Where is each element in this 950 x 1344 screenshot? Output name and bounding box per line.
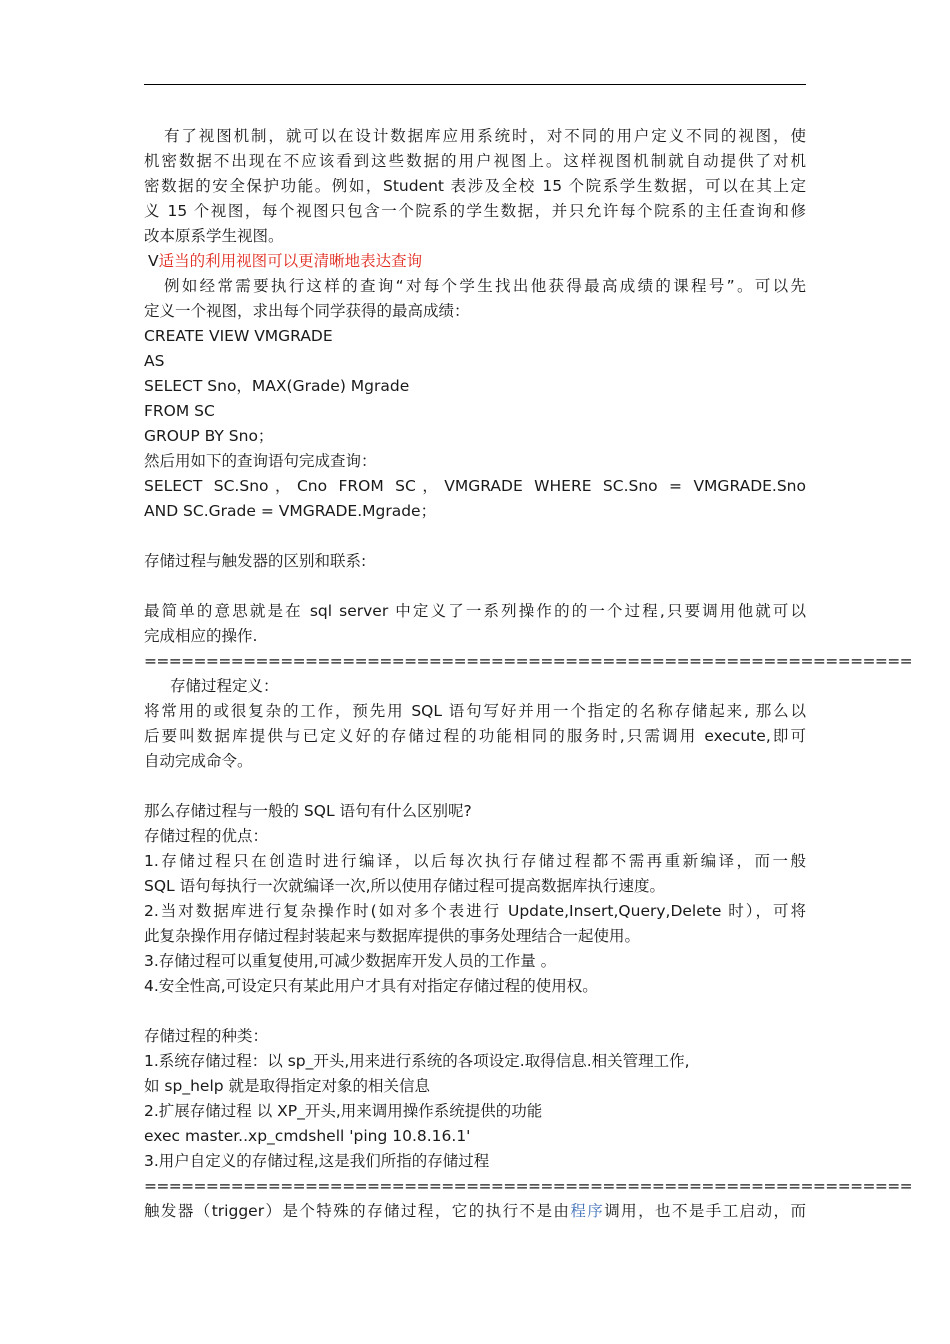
- separator-line: ==============================================================: [144, 652, 913, 670]
- paragraph-line: 密数据的安全保护功能。例如，Student 表涉及全校 15 个院系学生数据，可以在其上定: [144, 177, 806, 195]
- trigger-text: 触发器（trigger）是个特殊的存储过程，它的执行不是由: [144, 1202, 571, 1220]
- paragraph-line: 将常用的或很复杂的工作，预先用 SQL 语句写好并用一个指定的名称存储起来, 那么以: [144, 702, 806, 720]
- code-line: CREATE VIEW VMGRADE: [144, 327, 333, 345]
- header-rule: [144, 84, 806, 85]
- paragraph-line: 完成相应的操作.: [144, 627, 258, 645]
- program-link[interactable]: 程序: [570, 1202, 605, 1220]
- paragraph-line: [144, 1199, 806, 1224]
- section-heading: [144, 249, 806, 274]
- types-title: 存储过程的种类：: [144, 1027, 269, 1045]
- paragraph-line: 后要叫数据库提供与已定义好的存储过程的功能相同的服务时,只需调用 execute,即可: [144, 727, 806, 745]
- paragraph-line: 然后用如下的查询语句完成查询：: [144, 452, 377, 470]
- separator-line: ==============================================================: [144, 1177, 913, 1195]
- list-item: exec master..xp_cmdshell 'ping 10.8.16.1': [144, 1127, 471, 1145]
- list-item: 2.当对数据库进行复杂操作时(如对多个表进行 Update,Insert,Query,Delete 时），可将: [144, 902, 806, 920]
- code-line: AND SC.Grade = VMGRADE.Mgrade；: [144, 502, 437, 520]
- paragraph-line: 机密数据不出现在不应该看到这些数据的用户视图上。这样视图机制就自动提供了对机: [144, 152, 806, 170]
- code-line: FROM SC: [144, 402, 215, 420]
- list-item: 3.用户自定义的存储过程,这是我们所指的存储过程: [144, 1152, 490, 1170]
- code-line: AS: [144, 352, 165, 370]
- list-item: 1.存储过程只在创造时进行编译，以后每次执行存储过程都不需再重新编译，而一般: [144, 852, 806, 870]
- code-line: SELECT Sno，MAX(Grade) Mgrade: [144, 377, 410, 395]
- paragraph-line: 改本原系学生视图。: [144, 227, 284, 245]
- question-line: 那么存储过程与一般的 SQL 语句有什么区别呢?: [144, 802, 472, 820]
- paragraph-line: 自动完成命令。: [144, 752, 253, 770]
- trigger-text: 调用，也不是手工启动，而: [604, 1202, 806, 1220]
- code-line: GROUP BY Sno；: [144, 427, 274, 445]
- code-line: SELECT SC.Sno，Cno FROM SC，VMGRADE WHERE SC.Sno = VMGRADE.Sno: [144, 477, 806, 495]
- list-item: 2.扩展存储过程 以 XP_开头,用来调用操作系统提供的功能: [144, 1102, 543, 1120]
- list-item: 如 sp_help 就是取得指定对象的相关信息: [144, 1077, 431, 1095]
- paragraph-line: 有了视图机制，就可以在设计数据库应用系统时，对不同的用户定义不同的视图，使: [164, 127, 806, 145]
- advantages-title: 存储过程的优点：: [144, 827, 269, 845]
- list-item: SQL 语句每执行一次就编译一次,所以使用存储过程可提高数据库执行速度。: [144, 877, 666, 895]
- list-item: 4.安全性高,可设定只有某此用户才具有对指定存储过程的使用权。: [144, 977, 598, 995]
- heading-text: 适当的利用视图可以更清晰地表达查询: [158, 252, 423, 270]
- list-item: 此复杂操作用存储过程封装起来与数据库提供的事务处理结合一起使用。: [144, 927, 641, 945]
- definition-title: 存储过程定义：: [170, 677, 279, 695]
- checkmark-icon: V: [148, 252, 159, 270]
- paragraph-line: 例如经常需要执行这样的查询“对每个学生找出他获得最高成绩的课程号”。可以先: [164, 277, 806, 295]
- document-body: [144, 124, 913, 1224]
- section-title: 存储过程与触发器的区别和联系:: [144, 552, 367, 570]
- paragraph-line: 最简单的意思就是在 sql server 中定义了一系列操作的的一个过程,只要调用他就可以: [144, 602, 806, 620]
- list-item: 1.系统存储过程：以 sp_开头,用来进行系统的各项设定.取得信息.相关管理工作,: [144, 1052, 690, 1070]
- paragraph-line: 义 15 个视图，每个视图只包含一个院系的学生数据，并只允许每个院系的主任查询和修: [144, 202, 806, 220]
- paragraph-line: 定义一个视图，求出每个同学获得的最高成绩：: [144, 302, 470, 320]
- list-item: 3.存储过程可以重复使用,可减少数据库开发人员的工作量 。: [144, 952, 557, 970]
